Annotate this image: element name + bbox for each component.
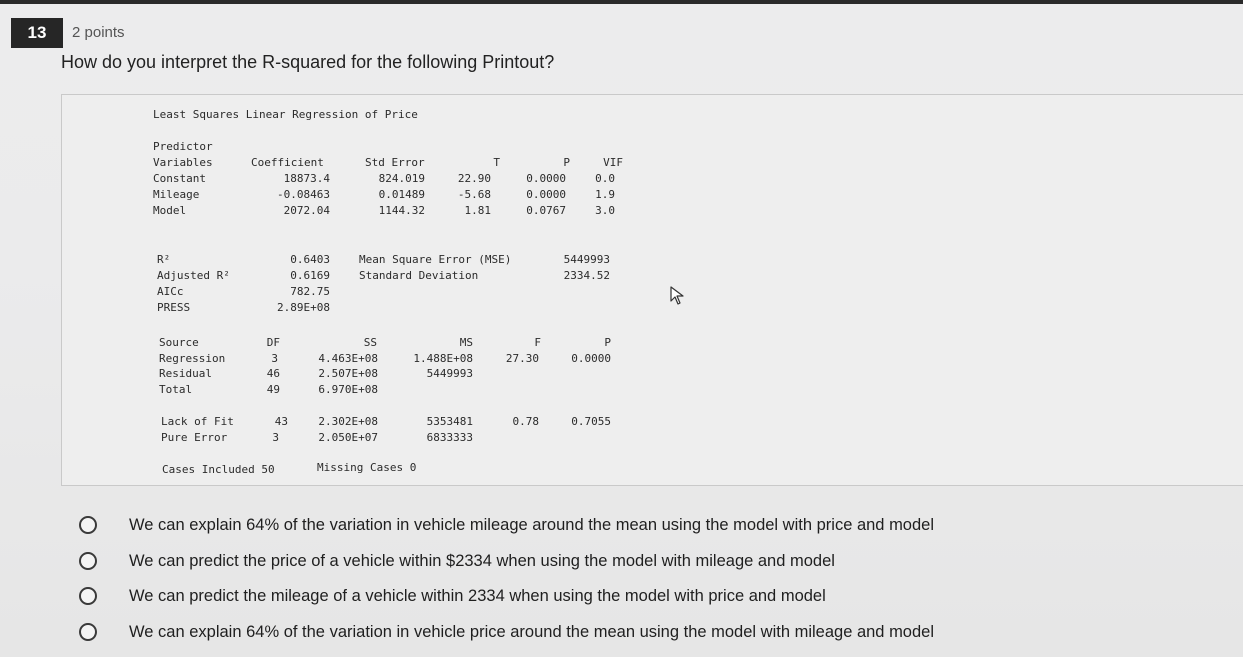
coef-header-p: P [563, 156, 570, 169]
anova-regression-ss: 4.463E+08 [318, 352, 378, 365]
coef-header-vif: VIF [603, 156, 623, 169]
coef-row-model-se: 1144.32 [378, 204, 425, 217]
coef-row-model-vif: 3.0 [595, 204, 615, 217]
answer-option-3[interactable] [70, 581, 1190, 611]
answer-option-4[interactable] [70, 617, 1190, 647]
coef-row-model-p: 0.0767 [526, 204, 566, 217]
coef-row-model-name: Model [153, 204, 187, 217]
anova-header-df: DF [266, 336, 280, 349]
anova-residual-df: 46 [266, 367, 280, 380]
anova-header-p: P [604, 336, 611, 349]
lof-lack-of-fit-df: 43 [274, 415, 288, 428]
lof-lack-of-fit-p: 0.7055 [571, 415, 611, 428]
coef-row-constant-vif: 0.0 [595, 172, 615, 185]
coef-header-t: T [493, 156, 500, 169]
coef-header-variables: Variables [153, 156, 213, 169]
radio-button[interactable] [79, 552, 97, 570]
anova-total-ss: 6.970E+08 [318, 383, 378, 396]
question-number-badge: 13 [11, 18, 63, 48]
coef-row-constant-se: 824.019 [378, 172, 425, 185]
missing-cases: Missing Cases 0 [317, 461, 417, 474]
coef-header-predictor: Predictor [153, 140, 213, 153]
anova-regression-p: 0.0000 [571, 352, 611, 365]
stat-sd-value: 2334.52 [563, 269, 610, 282]
anova-residual-ms: 5449993 [426, 367, 473, 380]
lof-pure-error-source: Pure Error [161, 431, 228, 444]
anova-header-f: F [534, 336, 541, 349]
stat-adj-r2-value: 0.6169 [290, 269, 330, 282]
mouse-cursor-icon [670, 286, 686, 306]
stat-r2-label: R² [157, 253, 171, 266]
stat-mse-value: 5449993 [563, 253, 610, 266]
stat-r2-value: 0.6403 [290, 253, 330, 266]
coef-header-stderror: Std Error [365, 156, 425, 169]
anova-total-df: 49 [266, 383, 280, 396]
question-points: 2 points [72, 24, 125, 41]
lof-lack-of-fit-ss: 2.302E+08 [318, 415, 378, 428]
radio-button[interactable] [79, 587, 97, 605]
anova-regression-f: 27.30 [505, 352, 539, 365]
stat-sd-label: Standard Deviation [359, 269, 479, 282]
radio-button[interactable] [79, 516, 97, 534]
stat-aicc-value: 782.75 [290, 285, 330, 298]
coef-header-coefficient: Coefficient [251, 156, 324, 169]
coef-row-mileage-vif: 1.9 [595, 188, 615, 201]
coef-row-constant-p: 0.0000 [526, 172, 566, 185]
anova-header-source: Source [159, 336, 199, 349]
regression-printout-image [61, 94, 1243, 486]
lof-lack-of-fit-f: 0.78 [512, 415, 539, 428]
coef-row-mileage-coef: -0.08463 [277, 188, 330, 201]
radio-button[interactable] [79, 623, 97, 641]
coef-row-mileage-t: -5.68 [457, 188, 491, 201]
printout-title: Least Squares Linear Regression of Price [153, 108, 418, 121]
answer-option-1[interactable] [70, 510, 1190, 540]
cases-included: Cases Included 50 [162, 463, 275, 476]
lof-lack-of-fit-ms: 5353481 [426, 415, 473, 428]
stat-aicc-label: AICc [157, 285, 184, 298]
stat-mse-label: Mean Square Error (MSE) [359, 253, 512, 266]
lof-pure-error-ss: 2.050E+07 [318, 431, 378, 444]
anova-header-ms: MS [459, 336, 473, 349]
anova-regression-df: 3 [271, 352, 278, 365]
answer-option-label: We can explain 64% of the variation in vehicle price around the mean using the model with mileage and model [129, 622, 935, 641]
coef-row-mileage-name: Mileage [153, 188, 200, 201]
coef-row-constant-t: 22.90 [457, 172, 491, 185]
anova-residual-source: Residual [159, 367, 212, 380]
anova-regression-source: Regression [159, 352, 226, 365]
coef-row-model-t: 1.81 [464, 204, 491, 217]
coef-row-model-coef: 2072.04 [283, 204, 330, 217]
lof-lack-of-fit-source: Lack of Fit [161, 415, 234, 428]
coef-row-mileage-se: 0.01489 [378, 188, 425, 201]
coef-row-constant-coef: 18873.4 [283, 172, 330, 185]
stat-adj-r2-label: Adjusted R² [157, 269, 230, 282]
answer-option-label: We can predict the price of a vehicle within $2334 when using the model with mileage and model [129, 551, 835, 570]
answer-option-label: We can predict the mileage of a vehicle within 2334 when using the model with price and model [129, 586, 826, 605]
anova-header-ss: SS [363, 336, 377, 349]
answer-option-label: We can explain 64% of the variation in vehicle mileage around the mean using the model with price and model [129, 515, 935, 534]
anova-residual-ss: 2.507E+08 [318, 367, 378, 380]
anova-regression-ms: 1.488E+08 [413, 352, 473, 365]
question-prompt: How do you interpret the R-squared for the following Printout? [61, 52, 555, 72]
top-strip [0, 0, 1243, 4]
answer-option-2[interactable] [70, 546, 1190, 576]
stat-press-label: PRESS [157, 301, 191, 314]
anova-total-source: Total [159, 383, 193, 396]
coef-row-mileage-p: 0.0000 [526, 188, 566, 201]
coef-row-constant-name: Constant [153, 172, 206, 185]
lof-pure-error-df: 3 [272, 431, 279, 444]
lof-pure-error-ms: 6833333 [426, 431, 473, 444]
stat-press-value: 2.89E+08 [277, 301, 330, 314]
